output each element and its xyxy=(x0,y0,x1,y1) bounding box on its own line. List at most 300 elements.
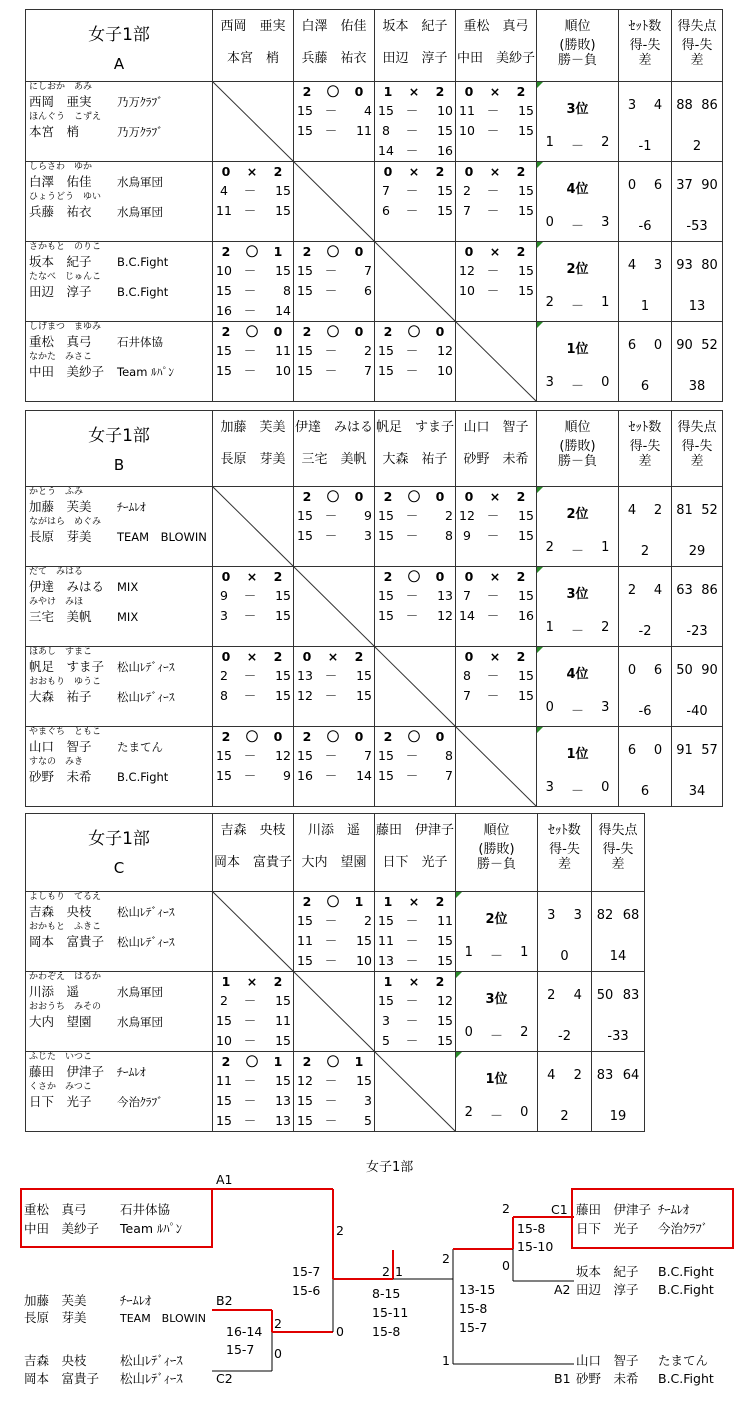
set-score-part: 15 xyxy=(378,588,394,603)
set-score-part: － xyxy=(324,343,338,358)
player-name: 重松 真弓 xyxy=(29,334,92,349)
player-row xyxy=(26,1062,212,1082)
result-mark: × xyxy=(489,84,501,99)
diagonal-line xyxy=(213,487,293,566)
result-mark: 0 xyxy=(221,569,231,584)
set-score-part: 4 xyxy=(220,183,228,198)
result-mark: 0 xyxy=(354,729,364,744)
losses: 3 xyxy=(601,215,610,230)
result-mark: × xyxy=(246,569,258,584)
a1-player2 xyxy=(24,1221,182,1237)
result-mark: 2 xyxy=(435,894,445,909)
set-score-part: － xyxy=(324,363,338,378)
match-cell xyxy=(294,82,375,162)
points-header-bottom: 得-失 差 xyxy=(602,842,634,872)
c1-player2 xyxy=(576,1221,708,1237)
set-score-part: 15 xyxy=(518,183,534,198)
result-mark: 〇 xyxy=(326,324,340,339)
result-mark: 〇 xyxy=(326,84,340,99)
set-score xyxy=(375,101,455,121)
player-name: 日下 光子 xyxy=(29,1094,92,1109)
set-score-part: 15 xyxy=(297,508,313,523)
diagonal-line xyxy=(375,1052,455,1131)
set-header-top: ｾｯﾄ数 xyxy=(628,420,662,435)
match-result xyxy=(375,727,455,746)
player-pair xyxy=(26,647,213,727)
set-score-part: － xyxy=(324,1073,338,1088)
win-loss xyxy=(537,135,618,154)
c2-club2: 松山ﾚﾃﾞｨｰｽ xyxy=(120,1371,183,1386)
set-score-part: 8 xyxy=(220,688,228,703)
player-row xyxy=(26,767,212,787)
set-score xyxy=(456,281,536,301)
set-score-part: 5 xyxy=(382,1033,390,1048)
points-cell xyxy=(672,727,723,807)
header-player1: 藤田 伊津子 xyxy=(375,823,454,838)
set-count-cell xyxy=(619,322,672,402)
sets-won: 3 xyxy=(627,98,637,113)
set-score xyxy=(213,1111,293,1131)
club-name: 水鳥軍団 xyxy=(117,1015,163,1029)
diagonal-line xyxy=(294,972,374,1051)
result-mark: × xyxy=(246,164,258,179)
set-count-cell xyxy=(538,1052,592,1132)
rank-place: 4位 xyxy=(566,667,589,682)
set-score-part: － xyxy=(243,203,257,218)
match-cell xyxy=(294,727,375,807)
diagonal-line xyxy=(294,162,374,241)
set-score-part: 15 xyxy=(275,688,291,703)
points-cell xyxy=(592,892,645,972)
set-score-part: 10 xyxy=(216,263,232,278)
set-score-part: 9 xyxy=(220,588,228,603)
rank-place: 1位 xyxy=(566,747,589,762)
set-score-part: 15 xyxy=(518,203,534,218)
table-row xyxy=(26,727,723,807)
match-cell xyxy=(456,82,537,162)
losses: 2 xyxy=(520,1025,529,1040)
set-score-part: 12 xyxy=(437,608,453,623)
furigana: おおうち みその xyxy=(29,1002,102,1012)
result-mark: × xyxy=(489,649,501,664)
self-match-cell xyxy=(456,322,537,402)
player-row xyxy=(26,932,212,952)
furigana: ほんぐう こずえ xyxy=(29,112,102,122)
points-for: 50 xyxy=(596,988,614,1003)
set-score-part: 10 xyxy=(356,953,372,968)
club-name: 今治ｸﾗﾌﾞ xyxy=(117,1095,163,1109)
a1-club2: Team ﾙﾊﾟﾝ xyxy=(120,1221,183,1236)
set-score-part: 12 xyxy=(459,263,475,278)
player-name: 長原 芽美 xyxy=(29,529,92,544)
set-score-part: － xyxy=(324,1113,338,1128)
points-header-top: 得失点 xyxy=(677,420,717,435)
player-row xyxy=(26,122,212,142)
player-pair xyxy=(26,727,213,807)
set-score-part: － xyxy=(243,303,257,318)
a1-club1: 石井体協 xyxy=(120,1202,171,1217)
sets-won: 0 xyxy=(627,663,637,678)
match-cell xyxy=(375,487,456,567)
set-score xyxy=(213,201,293,221)
set-score-part: 15 xyxy=(297,528,313,543)
set-score-part: 15 xyxy=(518,123,534,138)
losses: 1 xyxy=(601,295,610,310)
self-match-cell xyxy=(213,82,294,162)
club-name: 松山ﾚﾃﾞｨｰｽ xyxy=(117,660,175,674)
furigana: しげまつ まゆみ xyxy=(29,322,102,332)
rank-place: 1位 xyxy=(485,1072,508,1087)
set-header-top: ｾｯﾄ数 xyxy=(548,823,581,838)
points-against: 86 xyxy=(701,583,718,598)
dash: － xyxy=(570,379,584,394)
set-score-part: 15 xyxy=(378,748,394,763)
rank-header-bottom: (勝敗) 勝－負 xyxy=(557,38,597,68)
a2-club2: B.C.Fight xyxy=(658,1282,714,1297)
set-score xyxy=(294,281,374,301)
set-score-part: － xyxy=(405,588,419,603)
header-player2: 大森 祐子 xyxy=(382,452,448,467)
set-score-part: 8 xyxy=(445,748,453,763)
result-mark: 〇 xyxy=(407,729,421,744)
set-score-part: 15 xyxy=(275,1033,291,1048)
result-mark: 1 xyxy=(383,894,393,909)
sf1-set1: 15-7 xyxy=(292,1264,321,1279)
set-score xyxy=(294,121,374,141)
c1-seed: C1 xyxy=(551,1202,568,1217)
set-score-part: 15 xyxy=(356,688,372,703)
set-header xyxy=(619,10,672,82)
set-score xyxy=(375,766,455,786)
set-score-part: 7 xyxy=(364,748,372,763)
match-cell xyxy=(213,322,294,402)
set-score-part: － xyxy=(405,1033,419,1048)
set-score-part: － xyxy=(405,528,419,543)
set-score xyxy=(375,991,455,1011)
points-header-bottom: 得-失 差 xyxy=(681,38,713,68)
player-pair xyxy=(26,162,213,242)
set-score-part: 15 xyxy=(518,508,534,523)
set-score-part: － xyxy=(243,363,257,378)
player-pair xyxy=(26,487,213,567)
result-mark: 〇 xyxy=(245,1054,259,1069)
set-score-part: 7 xyxy=(463,688,471,703)
result-mark: 2 xyxy=(302,84,312,99)
player-name: 山口 智子 xyxy=(29,739,92,754)
set-score-part: 15 xyxy=(518,668,534,683)
sf2-set1: 13-15 xyxy=(459,1282,496,1297)
set-header-bottom: 得-失 差 xyxy=(629,38,661,68)
match-cell xyxy=(375,727,456,807)
set-score-part: － xyxy=(486,508,500,523)
self-match-cell xyxy=(294,972,375,1052)
furigana: ふじた いつこ xyxy=(29,1052,93,1062)
set-score xyxy=(294,101,374,121)
table-row xyxy=(26,162,723,242)
set-diff: 0 xyxy=(560,949,569,964)
wins: 1 xyxy=(464,945,473,960)
result-mark: 1 xyxy=(354,1054,364,1069)
rank-header xyxy=(537,10,619,82)
set-count-cell xyxy=(538,892,592,972)
set-score-part: － xyxy=(324,283,338,298)
set-score xyxy=(456,606,536,626)
set-score xyxy=(294,911,374,931)
set-score-part: 13 xyxy=(275,1113,291,1128)
match-cell xyxy=(213,567,294,647)
match-cell xyxy=(375,567,456,647)
qf2-set2: 15-10 xyxy=(517,1239,554,1254)
set-score-part: － xyxy=(405,1013,419,1028)
header-player1: 帆足 すま子 xyxy=(375,420,454,435)
a1-seed: A1 xyxy=(216,1172,233,1187)
final-set2: 15-11 xyxy=(372,1305,409,1320)
set-score-part: － xyxy=(324,748,338,763)
match-cell xyxy=(375,972,456,1052)
rank-cell xyxy=(456,972,538,1052)
c1-club1: ﾁｰﾑﾚｵ xyxy=(658,1202,690,1217)
table-title xyxy=(26,814,213,892)
set-score-part: － xyxy=(243,1033,257,1048)
match-result xyxy=(213,972,293,991)
comment-marker xyxy=(456,972,462,978)
c2-player1 xyxy=(24,1353,183,1369)
result-mark: 2 xyxy=(273,974,283,989)
set-score-part: 9 xyxy=(463,528,471,543)
club-name: MIX xyxy=(117,580,139,594)
set-score-part: 15 xyxy=(356,668,372,683)
points-header-top: 得失点 xyxy=(598,823,638,838)
blockB-league-table xyxy=(25,410,723,807)
c2-name2: 岡本 富貴子 xyxy=(24,1371,100,1386)
self-match-cell xyxy=(375,242,456,322)
comment-marker xyxy=(456,1052,462,1058)
b2-player1 xyxy=(24,1293,151,1309)
set-count-cell xyxy=(619,162,672,242)
set-header-bottom: 得-失 差 xyxy=(549,842,580,872)
set-score xyxy=(213,361,293,381)
set-score-part: － xyxy=(405,608,419,623)
points-for: 91 xyxy=(676,743,693,758)
set-score-part: 11 xyxy=(216,203,232,218)
furigana: さかもと のりこ xyxy=(29,242,102,252)
table-row xyxy=(26,647,723,727)
set-score xyxy=(213,606,293,626)
result-mark: 2 xyxy=(435,164,445,179)
points-cell xyxy=(672,162,723,242)
set-diff: 6 xyxy=(640,379,650,394)
set-score-part: 3 xyxy=(220,608,228,623)
set-score-part: 13 xyxy=(275,1093,291,1108)
set-score-part: 10 xyxy=(459,283,475,298)
rank-place: 2位 xyxy=(566,262,589,277)
furigana: みやけ みほ xyxy=(29,597,84,607)
club-name: 松山ﾚﾃﾞｨｰｽ xyxy=(117,935,175,949)
player-name: 川添 遥 xyxy=(29,984,80,999)
set-score-part: － xyxy=(405,103,419,118)
player-row xyxy=(26,737,212,757)
set-won-lost xyxy=(619,743,671,758)
column-header xyxy=(213,10,294,82)
furigana: おおもり ゆうこ xyxy=(29,677,102,687)
set-score-part: 15 xyxy=(518,103,534,118)
match-cell xyxy=(375,892,456,972)
match-cell xyxy=(294,647,375,727)
result-mark: 1 xyxy=(221,974,231,989)
set-score-part: 3 xyxy=(382,1013,390,1028)
points-diff: -33 xyxy=(607,1029,629,1044)
sets-lost: 6 xyxy=(653,663,663,678)
set-score-part: 12 xyxy=(437,343,453,358)
points-cell xyxy=(592,1052,645,1132)
set-score-part: － xyxy=(486,103,500,118)
result-mark: 2 xyxy=(516,164,526,179)
points-against: 52 xyxy=(701,338,718,353)
c2-club1: 松山ﾚﾃﾞｨｰｽ xyxy=(120,1353,183,1368)
wins: 2 xyxy=(545,295,554,310)
result-mark: 2 xyxy=(302,1054,312,1069)
result-mark: 2 xyxy=(383,569,393,584)
points-for-against xyxy=(672,98,722,113)
furigana: かとう ふみ xyxy=(29,487,84,497)
wins: 3 xyxy=(545,780,554,795)
header-player2: 大内 望園 xyxy=(301,855,367,870)
set-score-part: 6 xyxy=(382,203,390,218)
points-diff: 2 xyxy=(692,139,702,154)
set-score-part: － xyxy=(243,183,257,198)
wins: 0 xyxy=(464,1025,473,1040)
furigana: にしおか あみ xyxy=(29,82,93,92)
losses: 0 xyxy=(520,1105,529,1120)
set-score-part: 7 xyxy=(463,203,471,218)
match-result xyxy=(294,1052,374,1071)
set-diff: 2 xyxy=(560,1109,569,1124)
set-score-part: － xyxy=(405,183,419,198)
points-cell xyxy=(672,487,723,567)
points-against: 80 xyxy=(701,258,718,273)
set-score-part: － xyxy=(243,588,257,603)
match-cell xyxy=(456,487,537,567)
points-diff: -40 xyxy=(686,704,708,719)
club-name: B.C.Fight xyxy=(117,285,169,299)
result-mark: × xyxy=(408,164,420,179)
set-score xyxy=(213,181,293,201)
points-diff: -53 xyxy=(686,219,708,234)
set-score-part: 7 xyxy=(364,263,372,278)
set-score-part: － xyxy=(243,688,257,703)
win-loss xyxy=(456,945,537,964)
self-match-cell xyxy=(375,1052,456,1132)
b2-name2: 長原 芽美 xyxy=(24,1310,87,1325)
match-result xyxy=(294,647,374,666)
set-score xyxy=(213,301,293,321)
rank-header-bottom: (勝敗) 勝－負 xyxy=(557,439,597,469)
title-line2: B xyxy=(113,456,125,474)
set-score-part: 16 xyxy=(297,768,313,783)
header-player2: 岡本 富貴子 xyxy=(213,855,292,870)
furigana: よしもり てるえ xyxy=(29,892,102,902)
set-score-part: － xyxy=(405,363,419,378)
set-score-part: － xyxy=(324,913,338,928)
c2-player2 xyxy=(24,1371,183,1387)
result-mark: 2 xyxy=(516,569,526,584)
result-mark: × xyxy=(489,164,501,179)
points-for-against xyxy=(672,743,722,758)
set-score-part: 15 xyxy=(437,1013,453,1028)
set-header-top: ｾｯﾄ数 xyxy=(628,19,662,34)
c2-seed: C2 xyxy=(216,1371,233,1386)
set-score xyxy=(375,1011,455,1031)
set-score-part: 2 xyxy=(364,913,372,928)
rank-cell xyxy=(456,1052,538,1132)
set-score-part: 15 xyxy=(437,953,453,968)
a2-club1: B.C.Fight xyxy=(658,1264,714,1279)
set-score-part: 15 xyxy=(378,913,394,928)
qf1-set1: 16-14 xyxy=(226,1324,263,1339)
set-score-part: － xyxy=(486,263,500,278)
result-mark: 〇 xyxy=(245,244,259,259)
set-score-part: 15 xyxy=(275,668,291,683)
rank-header-top: 順位 xyxy=(564,420,591,435)
rank-place: 2位 xyxy=(566,507,589,522)
match-result xyxy=(456,567,536,586)
points-cell xyxy=(672,82,723,162)
win-loss xyxy=(537,215,618,234)
set-score-part: 15 xyxy=(297,1113,313,1128)
set-score-part: 3 xyxy=(364,1093,372,1108)
points-for: 50 xyxy=(676,663,693,678)
sf1-set2: 15-6 xyxy=(292,1283,321,1298)
set-score xyxy=(213,686,293,706)
win-loss xyxy=(456,1025,537,1044)
player-name: 加藤 芙美 xyxy=(29,499,92,514)
set-score-part: 10 xyxy=(275,363,291,378)
player-row xyxy=(26,92,212,112)
rank-header xyxy=(537,411,619,487)
dash: － xyxy=(489,1109,503,1124)
club-name: 石井体協 xyxy=(117,335,163,349)
diagonal-line xyxy=(375,647,455,726)
b1-seed: B1 xyxy=(554,1371,571,1386)
wins: 0 xyxy=(545,700,554,715)
points-for: 81 xyxy=(676,503,693,518)
column-header xyxy=(375,10,456,82)
set-score-part: 12 xyxy=(275,748,291,763)
result-mark: 2 xyxy=(273,164,283,179)
set-score-part: 15 xyxy=(297,953,313,968)
set-score xyxy=(213,746,293,766)
result-mark: 1 xyxy=(273,1054,283,1069)
rank-header-bottom: (勝敗) 勝－負 xyxy=(476,842,516,872)
losses: 2 xyxy=(601,135,610,150)
sf2-winner-score: 2 xyxy=(442,1251,450,1266)
set-score-part: 10 xyxy=(437,103,453,118)
final-right-score: 1 xyxy=(395,1264,403,1279)
set-score-part: － xyxy=(324,508,338,523)
set-score xyxy=(294,526,374,546)
dash: － xyxy=(489,949,503,964)
player-pair xyxy=(26,892,213,972)
set-score xyxy=(456,506,536,526)
match-result xyxy=(456,647,536,666)
table-row xyxy=(26,487,723,567)
furigana: ひょうどう ゆい xyxy=(29,192,102,202)
set-score xyxy=(213,991,293,1011)
rank-cell xyxy=(456,892,538,972)
set-score-part: 13 xyxy=(378,953,394,968)
player-row xyxy=(26,332,212,352)
points-cell xyxy=(592,972,645,1052)
